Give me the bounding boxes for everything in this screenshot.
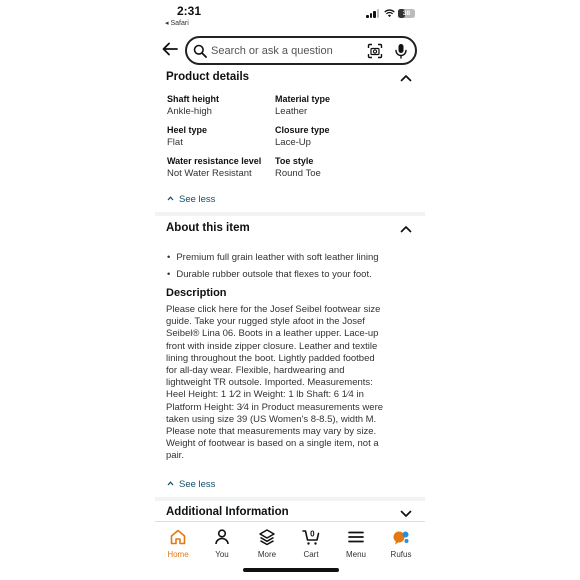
description-text: Please click here for the Josef Seibel footwear size guide. Take your rugged style afoot in the Josef Seibel® Lina 06. Boots in a leather upper. Lace-up front with inside zipper closure. Leather and textile lining throughout the boot. Lightly padded footbed for all-day wear. Flexible, hardwearing and lightweight TR outsole. Imported. Measurements: Heel Height: 1 1⁄2 in Weight: 1 lb Shaft: 6 1⁄4 in Platform Height: 3⁄4 in Product measurements were taken using size 39 (US Women's 8-8.5), width M. Please note that measurements may vary by size. Weight of footwear is based on a single item, not a pair. — [166, 304, 384, 462]
attr-label: Shaft height — [167, 94, 219, 104]
see-less-label: See less — [179, 479, 216, 490]
attr-value: Round Toe — [275, 168, 321, 179]
rufus-icon — [392, 528, 410, 546]
hamburger-menu-icon — [347, 528, 365, 546]
attr-label: Toe style — [275, 156, 314, 166]
description-title: Description — [166, 287, 227, 299]
person-icon — [213, 528, 231, 546]
cellular-signal-icon — [366, 9, 380, 18]
nav-menu[interactable] — [334, 528, 378, 568]
chevron-up-icon[interactable] — [400, 225, 412, 233]
home-indicator — [243, 568, 339, 572]
product-details-title: Product details — [166, 71, 250, 83]
back-arrow-icon[interactable] — [161, 40, 179, 58]
camera-lens-icon[interactable] — [367, 43, 383, 59]
attr-value: Lace-Up — [275, 137, 311, 148]
caret-up-icon — [167, 196, 174, 201]
about-item-title: About this item — [166, 222, 250, 234]
nav-label: You — [215, 550, 229, 559]
status-time: 2:31 — [177, 4, 202, 18]
home-icon — [169, 528, 187, 546]
chevron-down-icon[interactable] — [400, 510, 412, 518]
nav-cart[interactable] — [289, 528, 333, 568]
attr-value: Not Water Resistant — [167, 168, 252, 179]
attr-value: Flat — [167, 137, 183, 148]
battery-icon — [398, 9, 415, 18]
wifi-icon — [384, 9, 395, 18]
nav-more[interactable] — [245, 528, 289, 568]
search-bar[interactable] — [185, 36, 417, 65]
nav-home[interactable] — [156, 528, 200, 568]
nav-label: Rufus — [390, 550, 412, 559]
search-input[interactable]: Search or ask a question — [211, 45, 333, 57]
back-to-safari-link[interactable]: ◂ Safari — [165, 20, 189, 27]
section-divider — [155, 497, 425, 501]
see-less-details-link[interactable] — [167, 194, 215, 205]
attr-value: Ankle-high — [167, 106, 212, 117]
nav-you[interactable] — [200, 528, 244, 568]
nav-label: Cart — [303, 550, 319, 559]
status-bar — [155, 0, 425, 30]
attr-label: Water resistance level — [167, 156, 262, 166]
layers-icon — [258, 528, 276, 546]
attr-value: Leather — [275, 106, 308, 117]
microphone-icon[interactable] — [394, 43, 408, 59]
section-divider — [155, 212, 425, 216]
battery-level: 38 — [402, 10, 411, 17]
phone-screen — [155, 0, 425, 580]
attr-label: Material type — [275, 94, 331, 104]
caret-up-icon — [167, 481, 174, 486]
attr-label: Heel type — [167, 125, 208, 135]
search-icon — [193, 44, 207, 58]
cart-icon — [302, 528, 320, 546]
attr-label: Closure type — [275, 125, 330, 135]
nav-label: More — [257, 550, 277, 559]
see-less-description-link[interactable] — [167, 479, 215, 490]
feature-bullet: • Premium full grain leather with soft leather lining — [167, 252, 379, 263]
feature-bullet: • Durable rubber outsole that flexes to your foot. — [167, 269, 372, 280]
see-less-label: See less — [179, 194, 216, 205]
chevron-up-icon[interactable] — [400, 74, 412, 82]
nav-rufus[interactable] — [379, 528, 423, 568]
additional-info-title[interactable]: Additional Information — [166, 506, 289, 518]
nav-label: Home — [167, 550, 189, 559]
nav-label: Menu — [345, 550, 366, 559]
cart-count: 0 — [310, 529, 315, 539]
